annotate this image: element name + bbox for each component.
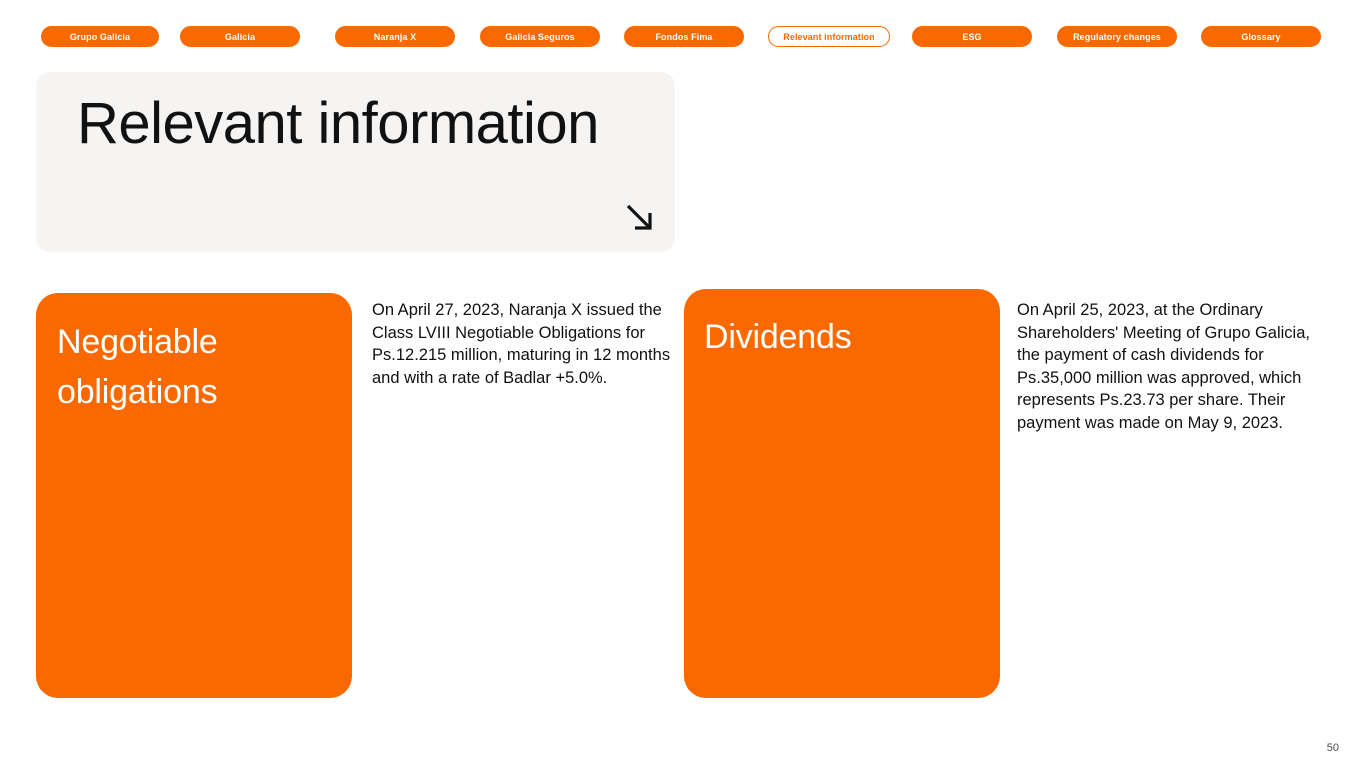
nav-item-label: Relevant information	[783, 31, 875, 42]
nav-item-glossary[interactable]	[1201, 26, 1321, 47]
nav-item-label: Galicia	[224, 31, 256, 42]
page-number: 50	[1326, 742, 1339, 754]
nav-item-galicia[interactable]	[180, 26, 300, 47]
nav-item-fondos-fima[interactable]	[624, 26, 744, 47]
nav-item-regulatory-changes[interactable]	[1057, 26, 1177, 47]
nav-item-label: Regulatory changes	[1073, 31, 1161, 42]
nav-item-label: ESG	[962, 31, 982, 42]
nav-item-label: Fondos Fima	[655, 31, 713, 42]
nav-item-galicia-seguros[interactable]	[480, 26, 600, 47]
content-card-title: Negotiable obligations	[57, 323, 218, 411]
page-title-card	[36, 72, 675, 252]
nav-item-label: Naranja X	[373, 31, 417, 42]
nav-item-relevant-information[interactable]	[768, 26, 890, 47]
content-text-negotiable-obligations: On April 27, 2023, Naranja X issued the Class LVIII Negotiable Obligations for Ps.12.215 million, maturing in 12 months and with a rate of Badlar +5.0%.	[372, 301, 671, 387]
nav-item-esg[interactable]	[912, 26, 1032, 47]
nav-item-naranja-x[interactable]	[335, 26, 455, 47]
nav-item-label: Grupo Galicia	[69, 31, 131, 42]
content-text-dividends: On April 25, 2023, at the Ordinary Shareholders' Meeting of Grupo Galicia, the payment of cash dividends for Ps.35,000 million was approved, which represents Ps.23.73 per share. Their payment was made on May 9, 2023.	[1017, 301, 1310, 432]
nav-item-label: Glossary	[1241, 31, 1281, 42]
nav-item-label: Galicia Seguros	[505, 31, 575, 42]
content-card-title: Dividends	[704, 318, 852, 356]
arrow-down-right-icon	[622, 200, 658, 236]
nav-item-grupo-galicia[interactable]	[41, 26, 159, 47]
top-navigation	[0, 26, 1365, 48]
page-title: Relevant information	[77, 91, 599, 156]
